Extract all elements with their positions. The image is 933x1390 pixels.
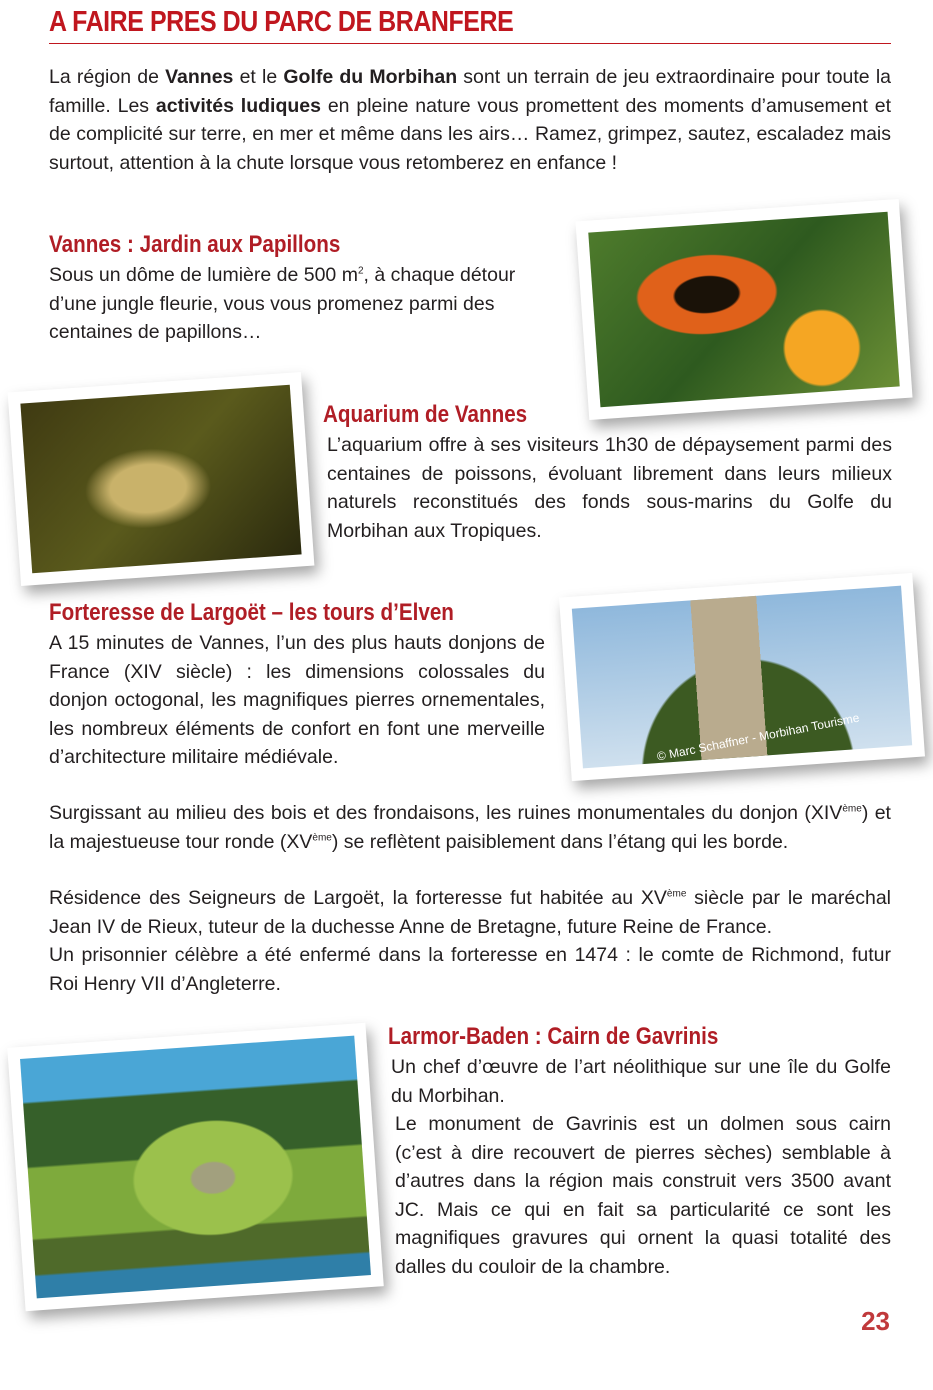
section-text-gavrinis-2: Le monument de Gavrinis est un dolmen sous cairn (c’est à dire recouvert de pierres sèches) semblable à d’autres dans la région mais construit vers 3500 avant JC. Mais ce qui en fait sa particularité ce sont les magnifiques gravures qui ornent la quasi totalité des dalles du couloir de la chambre. <box>395 1113 891 1278</box>
section-heading-largoet: Forteresse de Largoët – les tours d’Elven <box>49 599 454 626</box>
text: Résidence des Seigneurs de Largoët, la forteresse fut habitée au XV <box>49 887 667 909</box>
butterfly-photo <box>575 199 912 420</box>
text: Surgissant au milieu des bois et des frondaisons, les ruines monumentales du donjon (XIV <box>49 802 843 824</box>
island-cairn-photo <box>7 1023 384 1311</box>
intro-text: La région de <box>49 66 166 88</box>
page-number: 23 <box>861 1306 890 1336</box>
superscript: ème <box>666 888 687 900</box>
intro-text: et le <box>233 66 284 88</box>
seahorse-photo <box>8 372 315 586</box>
text: Sous un dôme de lumière de 500 m <box>49 264 358 286</box>
title-rule <box>49 43 891 44</box>
section-text-gavrinis-1: Un chef d’œuvre de l’art néolithique sur une île du Golfe du Morbihan. <box>391 1056 891 1107</box>
intro-bold: activités ludiques <box>155 94 321 117</box>
section-heading-papillons: Vannes : Jardin aux Papillons <box>49 231 341 258</box>
castle-tower-photo <box>559 573 925 781</box>
page-title: A FAIRE PRES DU PARC DE BRANFERE <box>49 6 514 38</box>
superscript: 2 <box>357 265 364 277</box>
intro-text: sont un terrain de jeu extraordinaire pour toute la famille. Les <box>49 66 892 117</box>
intro-paragraph <box>49 63 891 177</box>
superscript: ème <box>842 803 862 815</box>
section-text-aquarium: L’aquarium offre à ses visiteurs 1h30 de dépaysement parmi des centaines de poissons, évoluant librement dans leurs milieux naturels reconstitués des fonds sous-marins du Golfe du Morbihan aux Tropiques. <box>327 434 892 542</box>
section-text-largoet-2 <box>49 799 891 856</box>
section-text-largoet-4: Un prisonnier célèbre a été enfermé dans la forteresse en 1474 : le comte de Richmond, futur Roi Henry VII d’Angleterre. <box>49 944 891 995</box>
intro-bold: Vannes <box>165 66 234 88</box>
text: , à chaque détour d’une jungle fleurie, vous vous promenez parmi des centaines de papillons… <box>49 264 516 343</box>
section-text-papillons <box>49 261 559 347</box>
text: ) se reflètent paisiblement dans l’étang qui les borde. <box>331 830 789 853</box>
text: ) et la majestueuse tour ronde (XV <box>49 802 891 853</box>
photo-credit: © Marc Schaffner - Morbihan Tourisme <box>655 710 861 764</box>
section-text-largoet-3 <box>49 884 891 941</box>
section-heading-gavrinis: Larmor-Baden : Cairn de Gavrinis <box>388 1023 719 1050</box>
intro-text: en pleine nature vous promettent des moments d’amusement et de complicité sur terre, en mer et même dans les airs… Ramez, grimpez, sautez, escaladez mais surtout, attention à la chute lorsque vous retomberez en enfance ! <box>49 94 892 174</box>
text: siècle par le maréchal Jean IV de Rieux, tuteur de la duchesse Anne de Bretagne, future Reine de France. <box>49 887 892 938</box>
section-heading-aquarium: Aquarium de Vannes <box>323 401 528 428</box>
intro-bold: Golfe du Morbihan <box>283 66 458 88</box>
superscript: ème <box>312 832 332 843</box>
section-text-largoet: A 15 minutes de Vannes, l’un des plus hauts donjons de France (XIV siècle) : les dimensions colossales du donjon octogonal, les magnifiques pierres ornementales, les nombreux éléments de confort en font une merveille d’architecture militaire médiévale. <box>49 632 545 768</box>
